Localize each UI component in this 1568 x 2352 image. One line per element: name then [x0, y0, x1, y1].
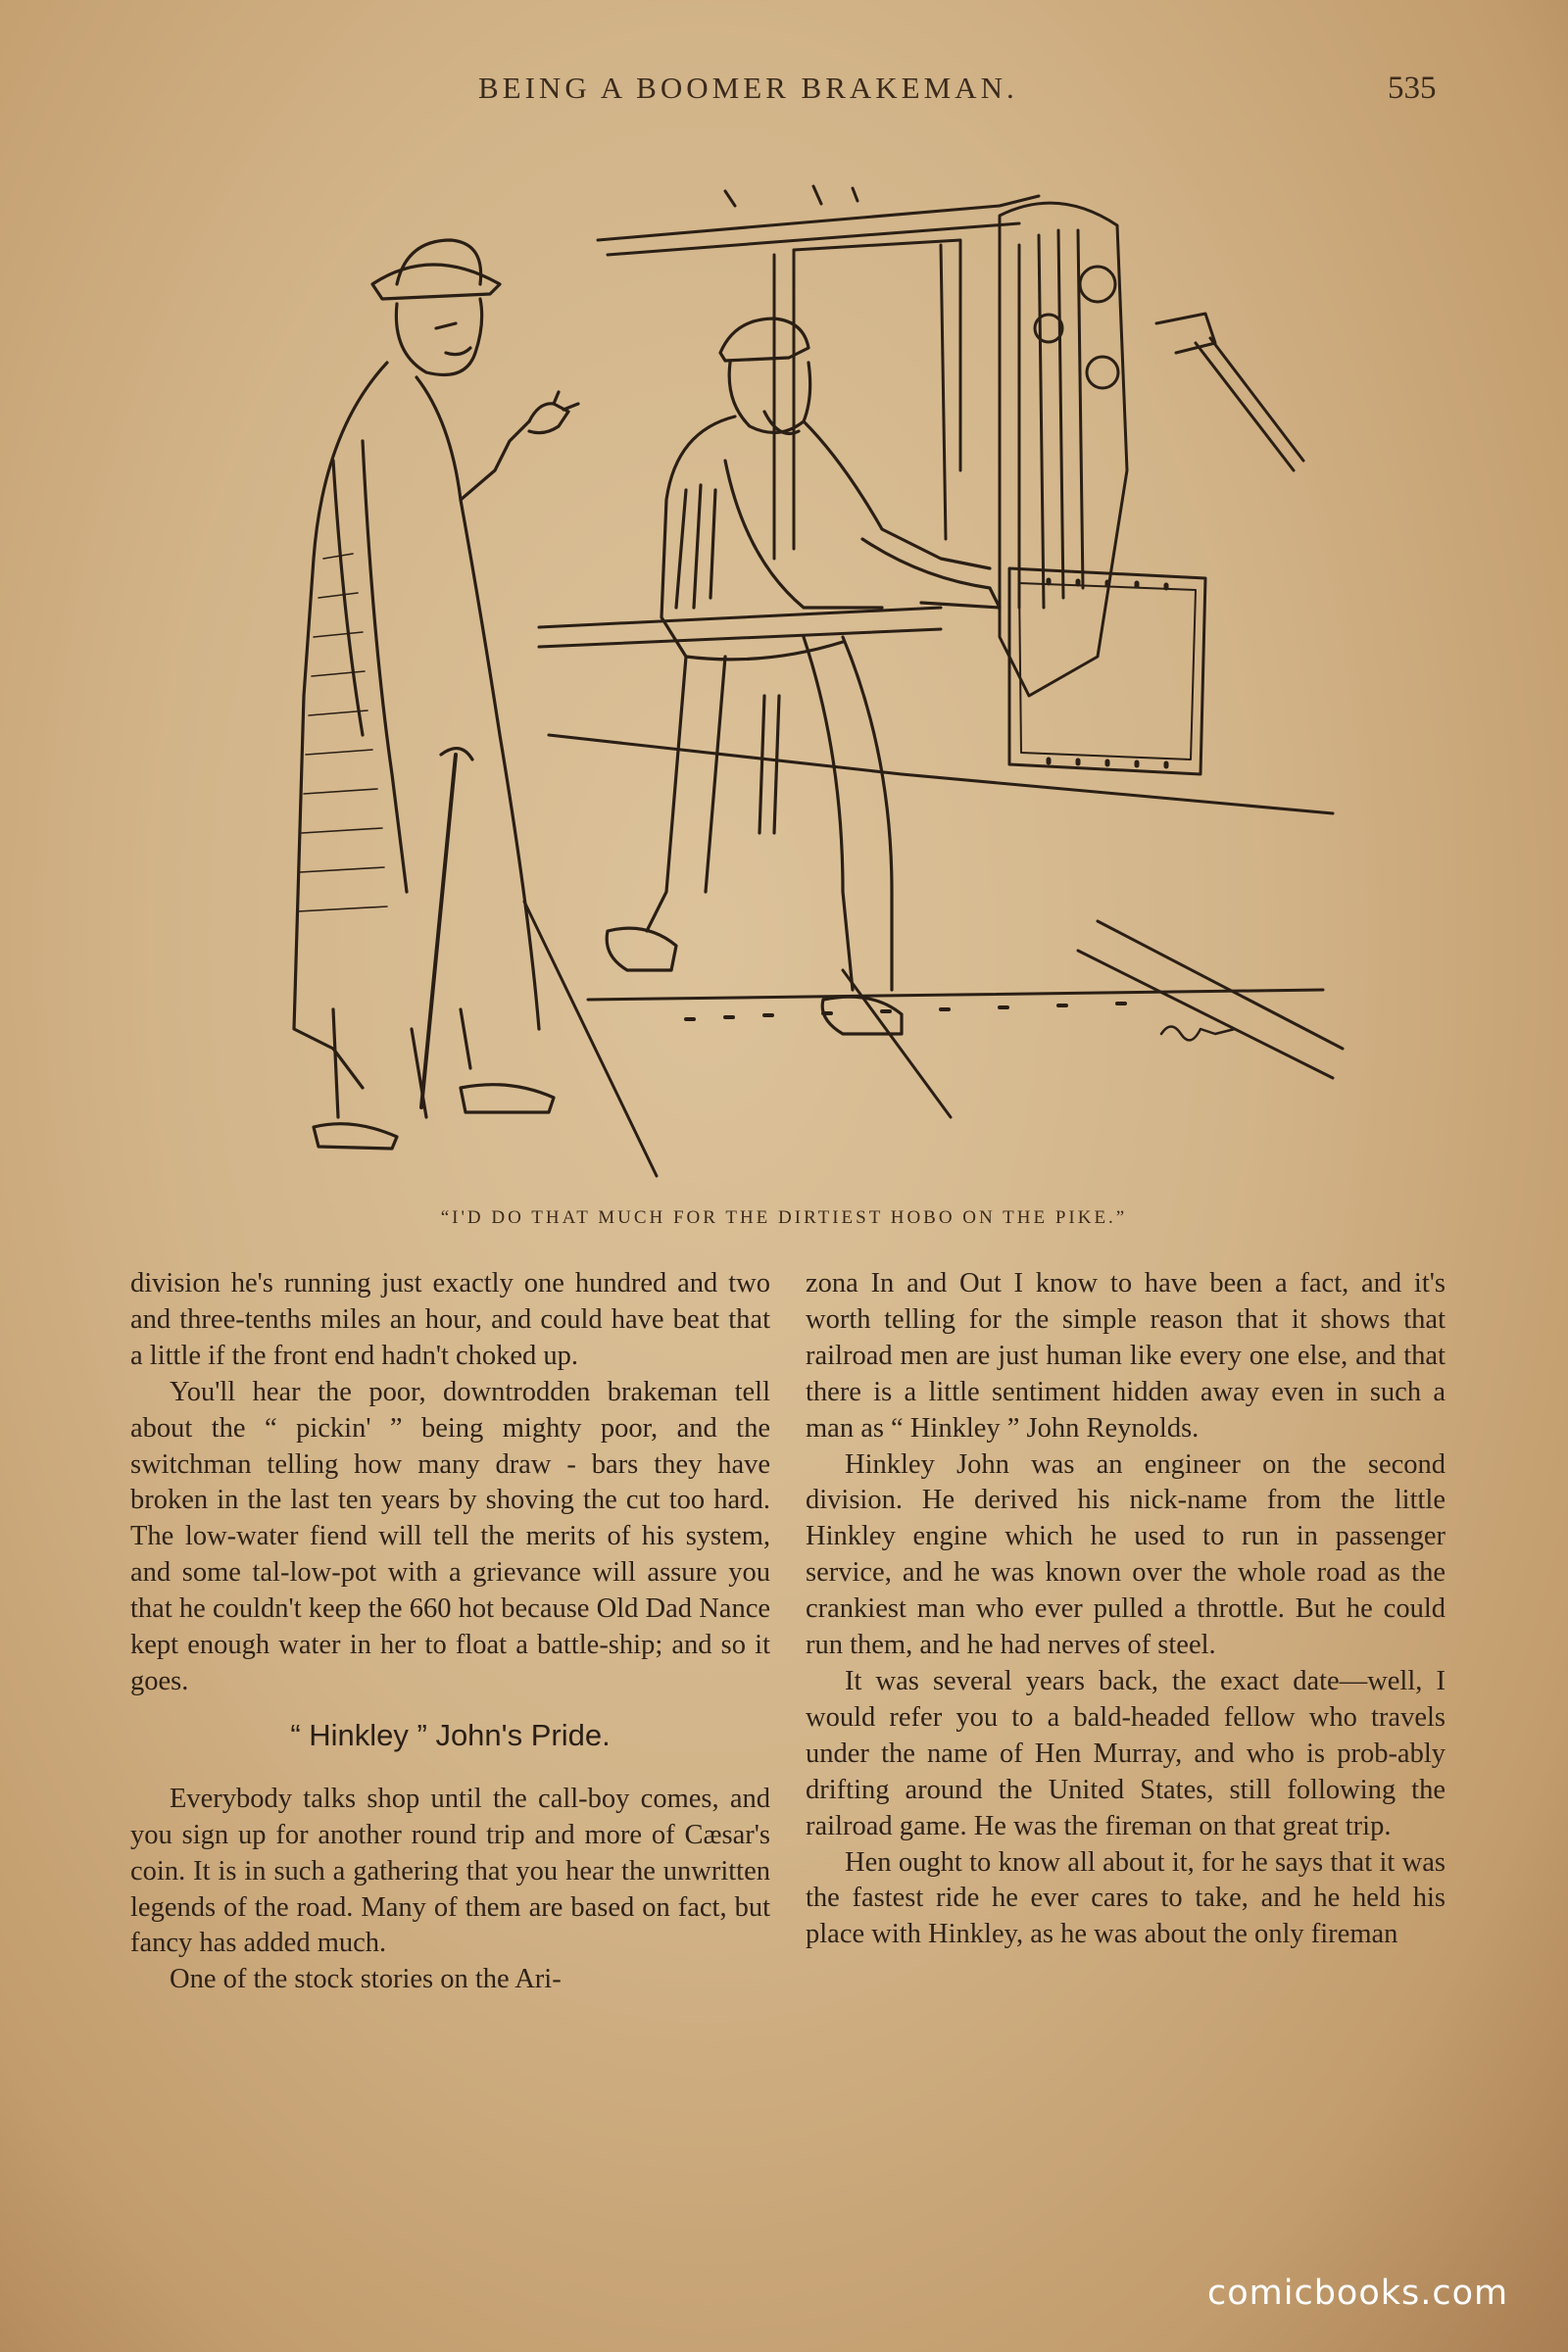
paragraph: Hinkley John was an engineer on the second division. He derived his nick-name from the little Hinkley engine which he used to run in passenger service, and he was known over the whole road as the crankiest man who ever pulled a throttle. But he could run them, and he had nerves of steel.	[806, 1448, 1446, 1661]
source-watermark: comicbooks.com	[1207, 2274, 1509, 2313]
paragraph: It was several years back, the exact date—well, I would refer you to a bald-headed fellow who travels under the name of Hen Murray, and who is prob-ably drifting around the United States, still following the railroad game. He was the fireman on that great trip.	[806, 1665, 1446, 1841]
illustration-engineer-cab	[216, 147, 1362, 1196]
text-column-right	[806, 1266, 1446, 1953]
paragraph: Everybody talks shop until the call-boy comes, and you sign up for another round trip and more of Cæsar's coin. It is in such a gathering that you hear the unwritten legends of the road. Many of them are based on fact, but fancy has added much.	[130, 1783, 770, 1959]
running-head	[0, 71, 1568, 120]
paragraph: You'll hear the poor, downtrodden brakeman tell about the “ pickin' ” being mighty poor, and the switchman telling how many draw - bars they have broken in the last ten years by shoving the cut too hard. The low-water fiend will tell the merits of his system, and some tal-low-pot with a grievance will assure you that he couldn't keep the 660 hot because Old Dad Nance kept enough water in her to float a battle-ship; and so it goes.	[130, 1376, 770, 1696]
illustration-caption: “I'D DO THAT MUCH FOR THE DIRTIEST HOBO ON THE PIKE.”	[440, 1207, 1128, 1228]
running-title: BEING A BOOMER BRAKEMAN.	[478, 71, 1018, 105]
paragraph: One of the stock stories on the Ari-	[170, 1964, 562, 1995]
paragraph: Hen ought to know all about it, for he says that it was the fastest ride he ever cares to take, and he held his place with Hinkley, as he was about the only fireman	[806, 1846, 1446, 1950]
paragraph: division he's running just exactly one hundred and two and three-tenths miles an hour, and could have beat that a little if the front end hadn't choked up.	[130, 1268, 770, 1371]
paragraph: zona In and Out I know to have been a fact, and it's worth telling for the simple reason that it shows that railroad men are just human like every one else, and that there is a little sentiment hidden away even in such a man as “ Hinkley ” John Reynolds.	[806, 1268, 1446, 1444]
text-column-left	[130, 1266, 770, 1998]
section-heading: “ Hinkley ” John's Pride.	[290, 1717, 611, 1752]
page-number: 535	[1388, 71, 1437, 106]
